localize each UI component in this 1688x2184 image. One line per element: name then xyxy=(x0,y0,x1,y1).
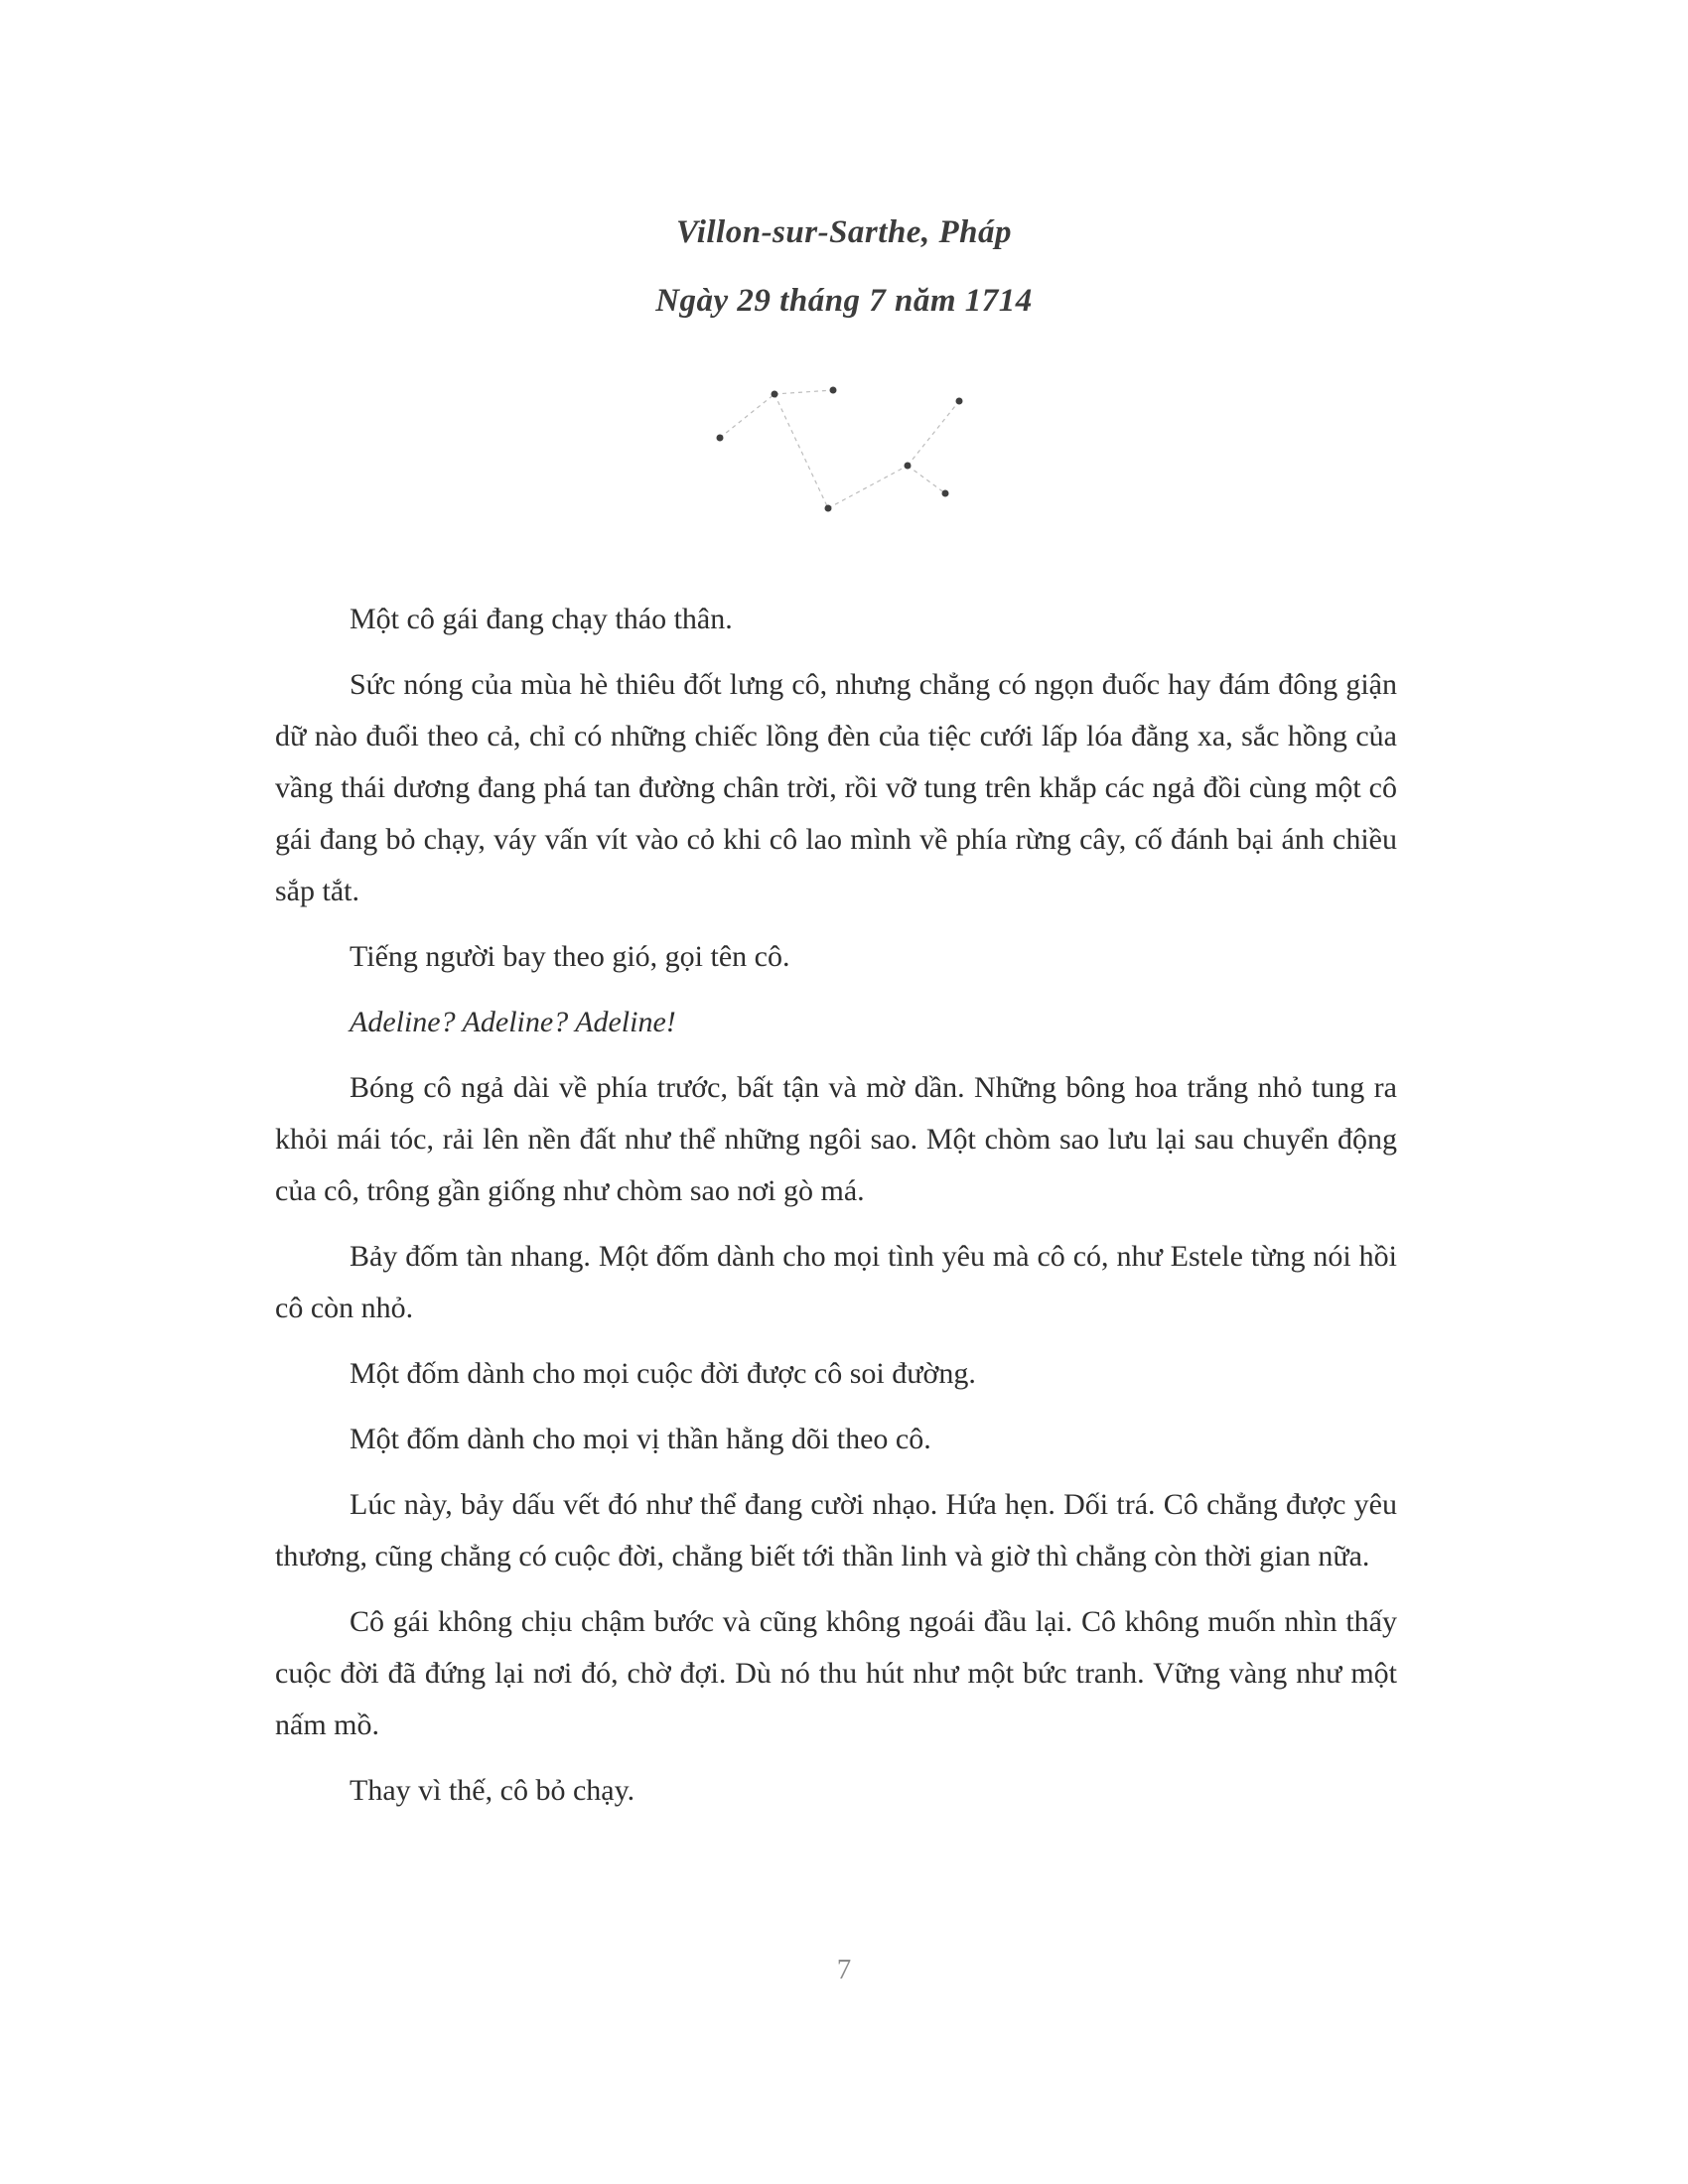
body-paragraph: Bóng cô ngả dài về phía trước, bất tận và mờ dần. Những bông hoa trắng nhỏ tung ra khỏi mái tóc, rải lên nền đất như thể những ngôi sao. Một chòm sao lưu lại sau chuyển động của cô, trông gần giống như chòm sao nơi gò má. xyxy=(275,1071,1397,1207)
constellation-icon xyxy=(710,379,978,526)
body-paragraph: Tiếng người bay theo gió, gọi tên cô. xyxy=(350,940,790,973)
body-paragraph: Sức nóng của mùa hè thiêu đốt lưng cô, nhưng chẳng có ngọn đuốc hay đám đông giận dữ nào đuổi theo cả, chỉ có những chiếc lồng đèn của tiệc cưới lấp lóa đằng xa, sắc hồng của vầng thái dương đang phá tan đường chân trời, rồi vỡ tung trên khắp các ngả đồi cùng một cô gái đang bỏ chạy, váy vấn vít vào cỏ khi cô lao mình về phía rừng cây, cố đánh bại ánh chiều sắp tắt. xyxy=(275,668,1397,907)
page-body xyxy=(275,594,1397,1831)
body-paragraph: Một cô gái đang chạy tháo thân. xyxy=(350,603,733,635)
body-paragraph: Một đốm dành cho mọi cuộc đời được cô soi đường. xyxy=(350,1357,976,1390)
body-paragraph: Bảy đốm tàn nhang. Một đốm dành cho mọi tình yêu mà cô có, như Estele từng nói hồi cô còn nhỏ. xyxy=(275,1240,1397,1324)
chapter-date: Ngày 29 tháng 7 năm 1714 xyxy=(655,282,1033,319)
constellation-decoration xyxy=(0,379,1688,531)
body-paragraph: Cô gái không chịu chậm bước và cũng không ngoái đầu lại. Cô không muốn nhìn thấy cuộc đời đã đứng lại nơi đó, chờ đợi. Dù nó thu hút như một bức tranh. Vững vàng như một nấm mồ. xyxy=(275,1605,1397,1741)
chapter-location: Villon-sur-Sarthe, Pháp xyxy=(676,214,1012,250)
body-paragraph: Thay vì thế, cô bỏ chạy. xyxy=(350,1774,635,1807)
page-number: 7 xyxy=(836,1954,852,1985)
body-paragraph-italic: Adeline? Adeline? Adeline! xyxy=(350,1006,676,1038)
chapter-header xyxy=(0,213,1688,321)
body-paragraph: Lúc này, bảy dấu vết đó như thể đang cười nhạo. Hứa hẹn. Dối trá. Cô chẳng được yêu thương, cũng chẳng có cuộc đời, chẳng biết tới thần linh và giờ thì chẳng còn thời gian nữa. xyxy=(275,1488,1397,1572)
body-paragraph: Một đốm dành cho mọi vị thần hằng dõi theo cô. xyxy=(350,1423,931,1455)
